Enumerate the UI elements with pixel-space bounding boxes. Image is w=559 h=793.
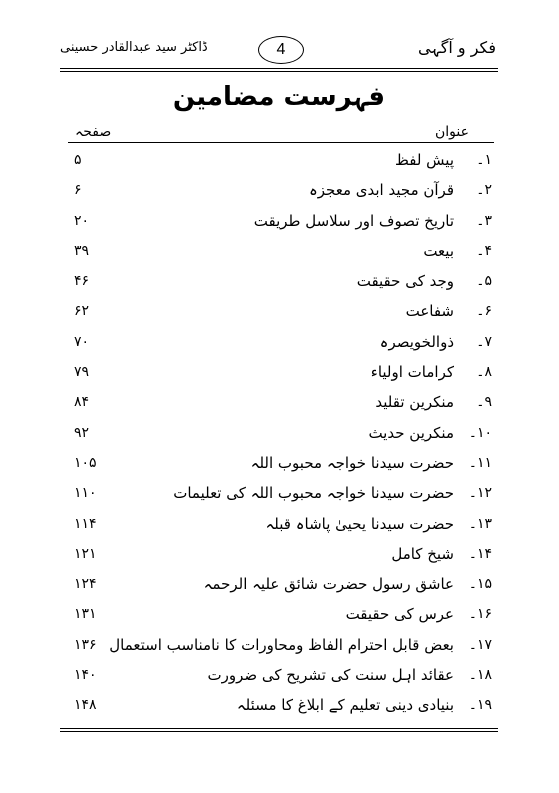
entry-title: منکرین حدیث — [368, 423, 454, 442]
book-title: فکر و آگہی — [418, 38, 496, 57]
entry-number: ۱۹۔ — [468, 697, 492, 714]
footer-rule — [60, 728, 498, 729]
author-name: ڈاکٹر سید عبدالقادر حسینی — [60, 40, 208, 55]
entry-title: بعض قابل احترام الفاظ ومحاورات کا نامناسب استعمال — [109, 635, 454, 654]
header-rule — [60, 68, 498, 69]
entry-title: عقائد اہل سنت کی تشریح کی ضرورت — [207, 666, 454, 685]
entry-page-number: ۴۶ — [74, 273, 90, 290]
entry-page-number: ۱۴۰ — [74, 667, 97, 684]
contents-entry[interactable] — [60, 569, 498, 599]
entry-title: شفاعت — [405, 302, 454, 321]
entry-title: وجد کی حقیقت — [356, 272, 454, 291]
entry-number: ۹۔ — [476, 394, 492, 411]
contents-entry[interactable] — [60, 630, 498, 660]
entry-number: ۳۔ — [476, 212, 492, 229]
entry-title: منکرین تقلید — [375, 393, 454, 412]
entry-page-number: ۱۱۴ — [74, 515, 97, 532]
entry-page-number: ۷۰ — [74, 333, 90, 350]
entry-title: ذوالخویصرہ — [379, 332, 454, 351]
entry-page-number: ۳۹ — [74, 242, 90, 259]
contents-entry[interactable] — [60, 236, 498, 266]
contents-entry[interactable] — [60, 660, 498, 690]
entry-page-number: ۱۲۱ — [74, 545, 97, 562]
contents-entry[interactable] — [60, 690, 498, 720]
entry-number: ۱۔ — [476, 152, 492, 168]
entry-page-number: ۱۳۱ — [74, 606, 97, 623]
page-number-badge: 4 — [258, 36, 304, 64]
entry-number: ۶۔ — [476, 303, 492, 320]
contents-entry[interactable] — [60, 599, 498, 629]
entry-title: پیش لفظ — [395, 151, 454, 169]
entry-page-number: ۱۴۸ — [74, 697, 97, 714]
entry-number: ۱۴۔ — [468, 545, 492, 562]
entry-number: ۱۰۔ — [468, 424, 492, 441]
entry-title: بنیادی دینی تعلیم کے ابلاغ کا مسئلہ — [236, 696, 454, 715]
entry-title: کرامات اولیاء — [370, 363, 454, 382]
contents-entry[interactable] — [60, 478, 498, 508]
entry-number: ۱۸۔ — [468, 667, 492, 684]
entry-number: ۱۷۔ — [468, 636, 492, 653]
entry-title: تاریخ تصوف اور سلاسل طریقت — [253, 211, 454, 230]
entry-title: عاشق رسول حضرت شائق علیہ الرحمہ — [203, 575, 454, 594]
entry-number: ۸۔ — [476, 364, 492, 381]
entry-number: ۱۵۔ — [468, 576, 492, 593]
page-title: فہرست مضامین — [172, 82, 386, 112]
entry-page-number: ۶ — [74, 182, 82, 199]
column-heading-rule — [68, 142, 494, 143]
contents-entry[interactable] — [60, 266, 498, 296]
contents-entry[interactable] — [60, 509, 498, 539]
entry-number: ۲۔ — [476, 182, 492, 199]
entry-title: شیخ کامل — [391, 544, 454, 563]
entry-page-number: ۷۹ — [74, 364, 90, 381]
entry-number: ۱۳۔ — [468, 515, 492, 532]
contents-entry[interactable] — [60, 175, 498, 205]
entry-number: ۱۲۔ — [468, 485, 492, 502]
contents-entry[interactable] — [60, 387, 498, 417]
contents-entry[interactable] — [60, 448, 498, 478]
page-column-heading: صفحہ — [75, 124, 112, 140]
entry-page-number: ۱۲۴ — [74, 576, 97, 593]
entry-page-number: ۶۲ — [74, 303, 90, 320]
contents-entry[interactable] — [60, 327, 498, 357]
entry-title: بیعت — [423, 241, 454, 260]
entry-page-number: ۵ — [74, 152, 82, 168]
contents-entry[interactable] — [60, 539, 498, 569]
running-header — [60, 36, 496, 70]
entry-number: ۱۶۔ — [468, 606, 492, 623]
entry-title: حضرت سیدنا یحییٰ پاشاہ قبلہ — [265, 514, 454, 533]
entry-page-number: ۹۲ — [74, 424, 90, 441]
contents-list — [60, 145, 498, 721]
contents-entry[interactable] — [60, 206, 498, 236]
entry-page-number: ۸۴ — [74, 394, 90, 411]
entry-number: ۵۔ — [476, 273, 492, 290]
entry-title: حضرت سیدنا خواجہ محبوب اللہ — [250, 453, 454, 472]
entry-number: ۱۱۔ — [468, 454, 492, 471]
subject-column-heading: عنوان — [435, 124, 469, 140]
entry-title: عرس کی حقیقت — [345, 605, 454, 624]
contents-entry[interactable] — [60, 357, 498, 387]
entry-number: ۴۔ — [476, 242, 492, 259]
entry-page-number: ۱۳۶ — [74, 636, 97, 653]
entry-page-number: ۱۱۰ — [74, 485, 97, 502]
contents-entry[interactable] — [60, 296, 498, 326]
footer-rule-second — [60, 731, 498, 732]
contents-entry[interactable] — [60, 145, 498, 175]
entry-title: قرآن مجید ابدی معجزہ — [308, 181, 454, 200]
header-rule-second — [60, 71, 498, 72]
entry-page-number: ۱۰۵ — [74, 454, 97, 471]
entry-page-number: ۲۰ — [74, 212, 90, 229]
contents-entry[interactable] — [60, 418, 498, 448]
entry-number: ۷۔ — [476, 333, 492, 350]
entry-title: حضرت سیدنا خواجہ محبوب اللہ کی تعلیمات — [173, 484, 454, 503]
